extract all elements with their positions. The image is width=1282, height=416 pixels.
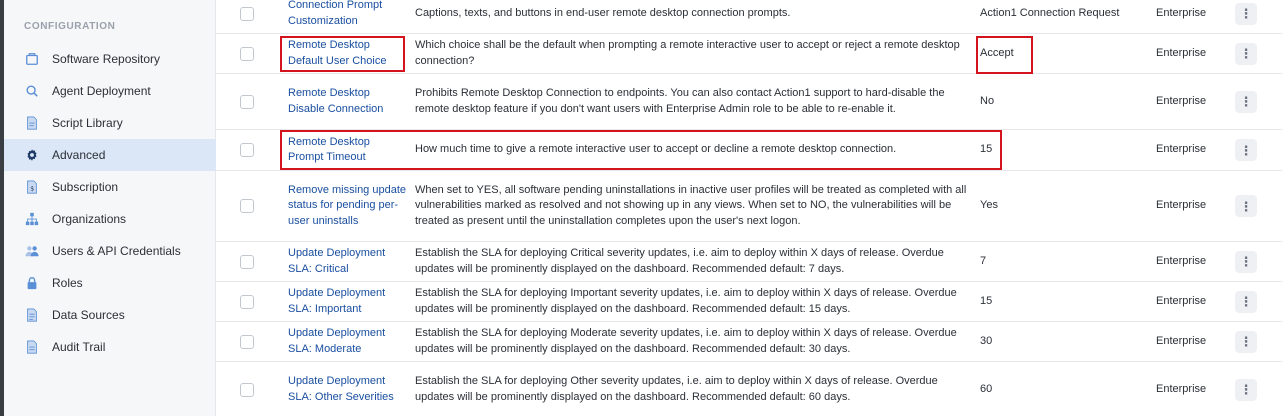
row-checkbox[interactable] bbox=[240, 295, 254, 309]
sidebar-item-roles[interactable] bbox=[4, 267, 216, 299]
table-row[interactable] bbox=[216, 362, 1282, 416]
sidebar-item-label: Roles bbox=[52, 276, 83, 290]
setting-name-link[interactable]: Remove missing update status for pending per-user uninstalls bbox=[288, 183, 407, 227]
row-menu-cell bbox=[1235, 282, 1257, 321]
sidebar-nav bbox=[4, 43, 216, 363]
row-checkbox-cell bbox=[240, 0, 256, 33]
row-checkbox[interactable] bbox=[240, 95, 254, 109]
row-menu-cell bbox=[1235, 171, 1257, 241]
setting-description: Establish the SLA for deploying Other severity updates, i.e. aim to deploy within X days of release. Overdue updates will be prominently displayed on the dashboard. Recommended default: 60 days. bbox=[415, 375, 938, 403]
row-checkbox-cell bbox=[240, 171, 256, 241]
setting-value: 7 bbox=[980, 254, 987, 267]
row-checkbox-cell bbox=[240, 322, 256, 361]
edition-label: Enterprise bbox=[1156, 382, 1207, 395]
sidebar-item-advanced[interactable] bbox=[4, 139, 216, 171]
setting-description: Captions, texts, and buttons in end-user remote desktop connection prompts. bbox=[415, 6, 791, 19]
data-doc-icon bbox=[24, 307, 40, 323]
edition-label: Enterprise bbox=[1156, 199, 1207, 212]
kebab-menu-icon[interactable]: ⋮ bbox=[1235, 251, 1257, 273]
sidebar-item-subscription[interactable] bbox=[4, 171, 216, 203]
setting-value: 15 bbox=[980, 143, 993, 156]
row-checkbox-cell bbox=[240, 282, 256, 321]
table-row[interactable] bbox=[216, 171, 1282, 242]
setting-value: Accept bbox=[980, 46, 1014, 59]
sidebar-item-agent-deployment[interactable] bbox=[4, 75, 216, 107]
edition-label: Enterprise bbox=[1156, 294, 1207, 307]
row-checkbox[interactable] bbox=[240, 335, 254, 349]
setting-name-link[interactable]: Update Deployment SLA: Important bbox=[288, 287, 386, 315]
sidebar-item-label: Subscription bbox=[52, 180, 119, 194]
setting-value: No bbox=[980, 94, 995, 107]
table-row[interactable] bbox=[216, 282, 1282, 322]
svg-text:$: $ bbox=[30, 185, 35, 193]
sidebar-item-users-api-credentials[interactable] bbox=[4, 235, 216, 267]
setting-value: 30 bbox=[980, 334, 993, 347]
edition-label: Enterprise bbox=[1156, 143, 1207, 156]
setting-name-link[interactable]: Remote Desktop Default User Choice bbox=[288, 39, 387, 67]
setting-description: Establish the SLA for deploying Moderate severity updates, i.e. aim to deploy within X days of release. Overdue updates will be prominently displayed on the dashboard. Recommended default: 30 days. bbox=[415, 327, 957, 355]
row-menu-cell bbox=[1235, 322, 1257, 361]
row-checkbox-cell bbox=[240, 242, 256, 281]
sidebar-item-label: Data Sources bbox=[52, 308, 125, 322]
script-doc-icon bbox=[24, 115, 40, 131]
row-checkbox-cell bbox=[240, 74, 256, 129]
row-menu-cell bbox=[1235, 0, 1257, 33]
sidebar-item-label: Users & API Credentials bbox=[52, 244, 181, 258]
sidebar-item-label: Audit Trail bbox=[52, 340, 106, 354]
lock-icon bbox=[24, 275, 40, 291]
table-row[interactable] bbox=[216, 34, 1282, 74]
setting-value: 60 bbox=[980, 382, 993, 395]
package-icon bbox=[24, 51, 40, 67]
setting-description: Establish the SLA for deploying Important severity updates, i.e. aim to deploy within X days of release. Overdue updates will be prominently displayed on the dashboard. Recommended default: 15 days. bbox=[415, 287, 957, 315]
setting-description: Establish the SLA for deploying Critical severity updates, i.e. aim to deploy within X days of release. Overdue updates will be prominently displayed on the dashboard. Recommended default: 7 days. bbox=[415, 247, 944, 275]
sidebar-heading: CONFIGURATION bbox=[24, 21, 116, 32]
sidebar-item-audit-trail[interactable] bbox=[4, 331, 216, 363]
row-checkbox[interactable] bbox=[240, 7, 254, 21]
setting-description: Prohibits Remote Desktop Connection to endpoints. You can also contact Action1 support to hard-disable the remote desktop feature if you don't want users with Enterprise Admin role to be able to re-enable it. bbox=[415, 87, 945, 115]
sidebar-item-label: Organizations bbox=[52, 212, 127, 226]
row-checkbox-cell bbox=[240, 34, 256, 73]
settings-table bbox=[216, 0, 1282, 416]
sidebar-item-label: Script Library bbox=[52, 116, 123, 130]
row-checkbox[interactable] bbox=[240, 143, 254, 157]
kebab-menu-icon[interactable]: ⋮ bbox=[1235, 379, 1257, 401]
edition-label: Enterprise bbox=[1156, 94, 1207, 107]
edition-label: Enterprise bbox=[1156, 334, 1207, 347]
edition-label: Enterprise bbox=[1156, 6, 1207, 19]
kebab-menu-icon[interactable]: ⋮ bbox=[1235, 3, 1257, 25]
setting-name-link[interactable]: Remote Desktop Prompt Timeout bbox=[288, 135, 370, 163]
edition-label: Enterprise bbox=[1156, 254, 1207, 267]
table-row[interactable] bbox=[216, 130, 1282, 171]
setting-value: 15 bbox=[980, 294, 993, 307]
table-row[interactable] bbox=[216, 0, 1282, 34]
setting-value: Action1 Connection Request bbox=[980, 6, 1120, 19]
edition-label: Enterprise bbox=[1156, 46, 1207, 59]
setting-description: When set to YES, all software pending uninstallations in inactive user profiles will be treated as completed with all vulnerabilities marked as resolved and not showing up in any views. When set to NO, the vulnerabilities will be treated as present until the uninstallation completes upon the user's next logon. bbox=[415, 183, 967, 227]
table-row[interactable] bbox=[216, 242, 1282, 282]
subscription-doc-icon bbox=[24, 179, 40, 195]
row-menu-cell bbox=[1235, 130, 1257, 170]
kebab-menu-icon[interactable]: ⋮ bbox=[1235, 139, 1257, 161]
setting-value: Yes bbox=[980, 199, 998, 212]
row-checkbox[interactable] bbox=[240, 199, 254, 213]
sidebar-item-label: Agent Deployment bbox=[52, 84, 151, 98]
setting-description: How much time to give a remote interactive user to accept or decline a remote desktop connection. bbox=[415, 143, 897, 156]
row-checkbox[interactable] bbox=[240, 47, 254, 61]
sidebar-item-organizations[interactable] bbox=[4, 203, 216, 235]
kebab-menu-icon[interactable]: ⋮ bbox=[1235, 195, 1257, 217]
row-menu-cell bbox=[1235, 362, 1257, 416]
users-icon bbox=[24, 243, 40, 259]
row-checkbox[interactable] bbox=[240, 255, 254, 269]
row-menu-cell bbox=[1235, 34, 1257, 73]
setting-description: Which choice shall be the default when prompting a remote interactive user to accept or reject a remote desktop connection? bbox=[415, 39, 960, 67]
setting-name-link[interactable]: Connection Prompt Customization bbox=[288, 0, 383, 27]
row-menu-cell bbox=[1235, 74, 1257, 129]
table-row[interactable] bbox=[216, 322, 1282, 362]
org-tree-icon bbox=[24, 211, 40, 227]
row-checkbox-cell bbox=[240, 130, 256, 170]
row-checkbox[interactable] bbox=[240, 383, 254, 397]
row-checkbox-cell bbox=[240, 362, 256, 416]
agent-deploy-icon bbox=[24, 83, 40, 99]
row-menu-cell bbox=[1235, 242, 1257, 281]
sidebar-item-label: Software Repository bbox=[52, 52, 161, 66]
kebab-menu-icon[interactable]: ⋮ bbox=[1235, 331, 1257, 353]
audit-doc-icon bbox=[24, 339, 40, 355]
kebab-menu-icon[interactable]: ⋮ bbox=[1235, 291, 1257, 313]
kebab-menu-icon[interactable]: ⋮ bbox=[1235, 91, 1257, 113]
sidebar-item-label: Advanced bbox=[52, 148, 106, 162]
setting-name-link[interactable]: Update Deployment SLA: Moderate bbox=[288, 327, 386, 355]
sidebar bbox=[4, 0, 216, 416]
table-row[interactable] bbox=[216, 74, 1282, 130]
sidebar-item-data-sources[interactable] bbox=[4, 299, 216, 331]
kebab-menu-icon[interactable]: ⋮ bbox=[1235, 43, 1257, 65]
setting-name-link[interactable]: Update Deployment SLA: Other Severities bbox=[288, 375, 394, 403]
gear-icon bbox=[24, 147, 40, 163]
setting-name-link[interactable]: Remote Desktop Disable Connection bbox=[288, 87, 384, 115]
setting-name-link[interactable]: Update Deployment SLA: Critical bbox=[288, 247, 386, 275]
sidebar-item-script-library[interactable] bbox=[4, 107, 216, 139]
sidebar-item-software-repository[interactable] bbox=[4, 43, 216, 75]
